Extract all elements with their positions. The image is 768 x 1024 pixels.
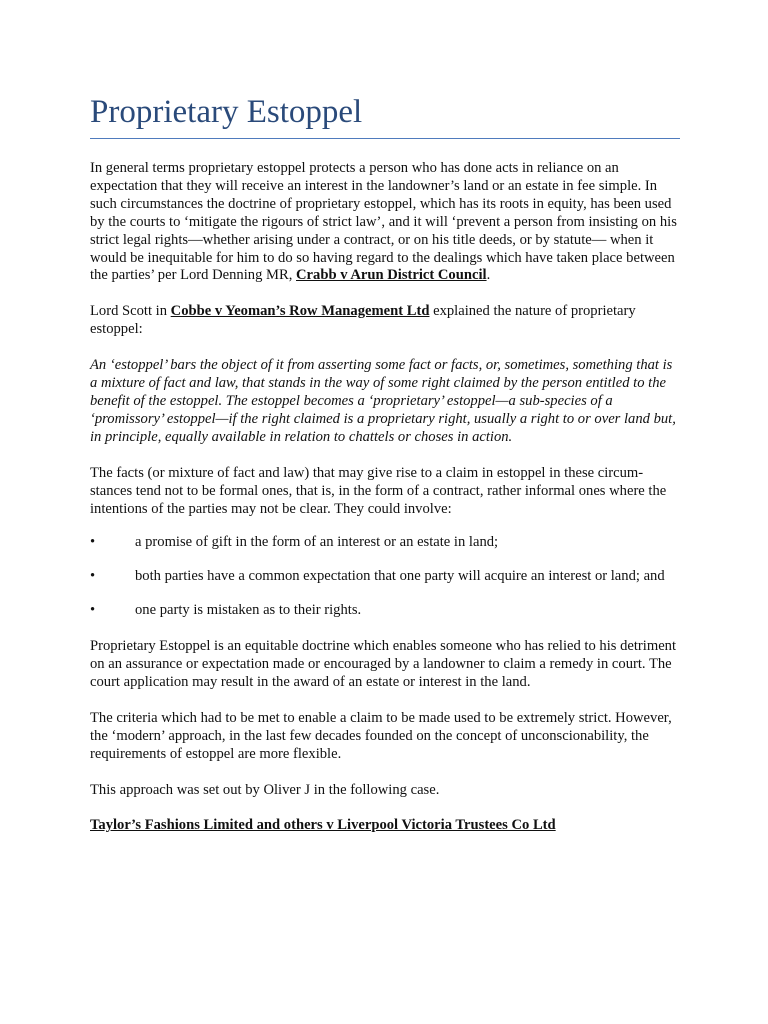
bullet-icon: • — [90, 602, 96, 619]
document-page — [90, 92, 680, 850]
case-link-crabb[interactable]: Crabb v Arun District Council — [296, 267, 487, 284]
involvement-list — [90, 534, 680, 620]
quote-paragraph: An ‘estoppel’ bars the object of it from asserting some fact or facts, or, sometimes, something that is a mixture of fact and law, that stands in the way of some right claimed by the person entitled to the benefit of the estoppel. The estoppel becomes a ‘proprietary’ estoppel—a sub-species of a ‘promissory’ estoppel—if the right claimed is a proprietary right, usually a right to or over land but, in principle, equally available in relation to chattels or choses in action. — [90, 357, 676, 445]
intro-paragraph — [90, 160, 680, 285]
lord-scott-paragraph — [90, 303, 680, 339]
list-item-text: one party is mistaken as to their rights. — [135, 602, 362, 619]
case-heading-taylors[interactable]: Taylor’s Fashions Limited and others v Liverpool Victoria Trustees Co Ltd — [90, 817, 556, 834]
list-item-text: a promise of gift in the form of an interest or an estate in land; — [135, 534, 499, 551]
criteria-paragraph: The criteria which had to be met to enable a claim to be made used to be extremely strict. However, the ‘modern’ approach, in the last few decades founded on the concept of unconscionability, the requirements of estoppel are more flexible. — [90, 709, 672, 762]
lord-scott-post: explained the nature of proprietary estoppel: — [90, 303, 636, 338]
bullet-icon: • — [90, 568, 96, 585]
lord-scott-pre: Lord Scott in — [90, 303, 171, 320]
intro-text: In general terms proprietary estoppel protects a person who has done acts in reliance on an expectation that they will receive an interest in the landowner’s land or an estate in fee simple. In such circumstances the doctrine of proprietary estoppel, which has its roots in equity, has been used by the courts to ‘mitigate the rigours of strict law’, and it will ‘prevent a person from insisting on his strict legal rights—whether arising under a contract, or on his title deeds, or by statute— when it would be inequitable for him to do so having regard to the dealings which have taken place between the parties’ per Lord Denning MR, — [90, 160, 677, 284]
bullet-icon: • — [90, 534, 96, 551]
facts-paragraph: The facts (or mixture of fact and law) that may give rise to a claim in estoppel in these circum-stances tend not to be formal ones, that is, in the form of a contract, rather informal ones where the intentions of the parties may not be clear. They could involve: — [90, 464, 667, 517]
list-item — [90, 534, 680, 552]
list-item — [90, 568, 680, 586]
intro-end: . — [486, 267, 491, 284]
list-item-text: both parties have a common expectation that one party will acquire an interest or land; and — [135, 568, 665, 585]
approach-paragraph: This approach was set out by Oliver J in the following case. — [90, 781, 440, 798]
equitable-doctrine-paragraph: Proprietary Estoppel is an equitable doctrine which enables someone who has relied to his detriment on an assurance or expectation made or encouraged by a landowner to claim a remedy in court. The court application may result in the award of an estate or interest in the land. — [90, 638, 677, 690]
list-item — [90, 602, 680, 620]
page-title: Proprietary Estoppel — [90, 92, 680, 139]
case-link-cobbe[interactable]: Cobbe v Yeoman’s Row Management Ltd — [170, 303, 430, 320]
